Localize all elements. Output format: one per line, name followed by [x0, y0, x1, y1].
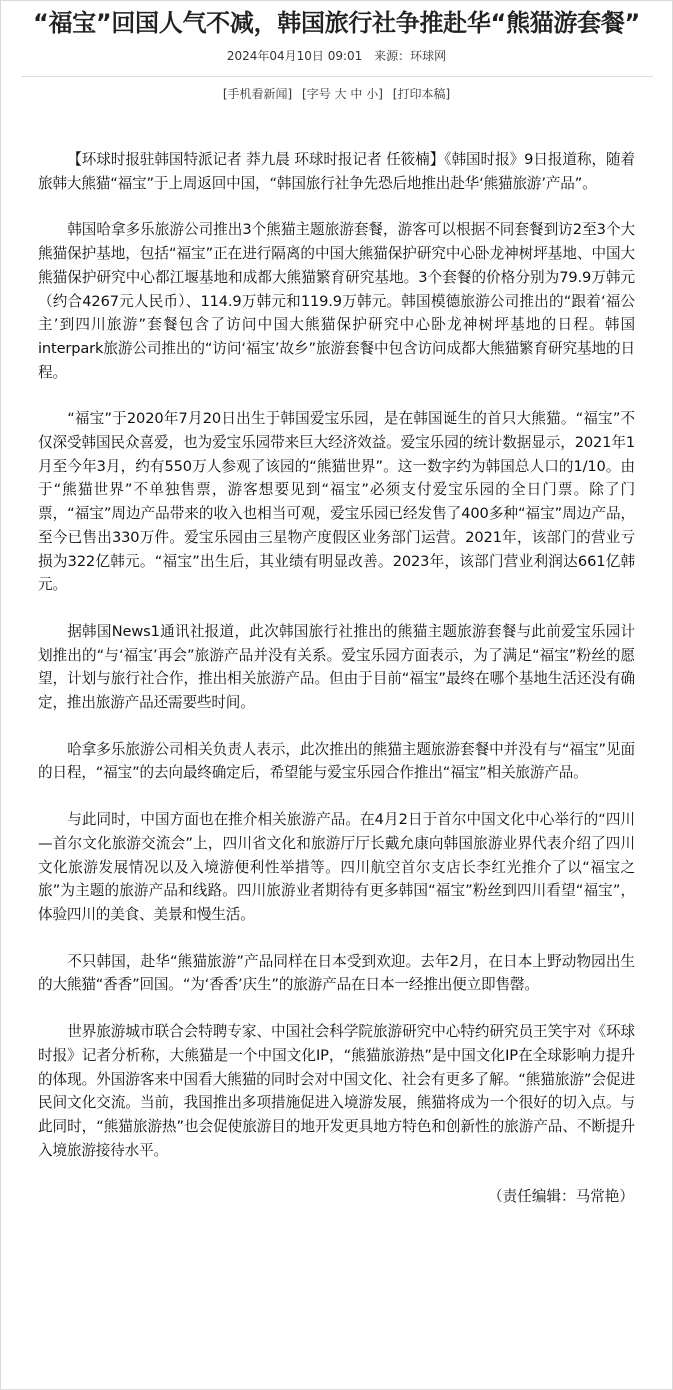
- mobile-news-link[interactable]: [手机看新闻]: [222, 87, 293, 101]
- article-tools: [1, 86, 672, 102]
- paragraph: 韩国哈拿多乐旅游公司推出3个熊猫主题旅游套餐，游客可以根据不同套餐到访2至3个大熊猫保护基地，包括“福宝”正在进行隔离的中国大熊猫保护研究中心卧龙神树坪基地、中国大熊猫保护研究中心都江堰基地和成都大熊猫繁育研究基地。3个套餐的价格分别为79.9万韩元（约合4267元人民币）、114.9万韩元和119.9万韩元。韩国模德旅游公司推出的“跟着‘福公主’到四川旅游”套餐包含了访问中国大熊猫保护研究中心卧龙神树坪基地的日程。韩国interpark旅游公司推出的“访问‘福宝’故乡”旅游套餐中包含访问成都大熊猫繁育研究基地的日程。: [38, 221, 635, 381]
- publish-date: 2024年04月10日 09:01: [226, 49, 363, 63]
- article-source: 来源：环球网: [374, 49, 447, 63]
- paragraph: 哈拿多乐旅游公司相关负责人表示，此次推出的熊猫主题旅游套餐中并没有与“福宝”见面的日程，“福宝”的去向最终确定后，希望能与爱宝乐园合作推出“福宝”相关旅游产品。: [38, 740, 635, 782]
- paragraph: 不只韩国，赴华“熊猫旅游”产品同样在日本受到欢迎。去年2月，在日本上野动物园出生的大熊猫“香香”回国。“为‘香香’庆生”的旅游产品在日本一经推出便立即售罄。: [38, 952, 635, 994]
- font-medium-link[interactable]: 中: [350, 87, 363, 101]
- font-size-label: [字号: [302, 87, 331, 101]
- article-meta: [1, 48, 672, 64]
- responsible-editor: （责任编辑：马常艳）: [488, 1188, 634, 1206]
- font-small-link[interactable]: 小]: [366, 87, 383, 101]
- article-title: “福宝”回国人气不减，韩国旅行社争推赴华“熊猫游套餐”: [33, 9, 640, 37]
- font-large-link[interactable]: 大: [334, 87, 347, 101]
- paragraph: “福宝”于2020年7月20日出生于韩国爱宝乐园，是在韩国诞生的首只大熊猫。“福宝”不仅深受韩国民众喜爱，也为爱宝乐园带来巨大经济效益。爱宝乐园的统计数据显示，2021年1月至今年3月，约有550万人参观了该园的“熊猫世界”。这一数字约为韩国总人口的1/10。由于“熊猫世界”不单独售票，游客想要见到“福宝”必须支付爱宝乐园的全日门票。除了门票，“福宝”周边产品带来的收入也相当可观，爱宝乐园已经发售了400多种“福宝”周边产品，至今已售出330万件。爱宝乐园由三星物产度假区业务部门运营。2021年，该部门的营业亏损为322亿韩元。“福宝”出生后，其业绩有明显改善。2023年，该部门营业利润达661亿韩元。: [38, 410, 635, 594]
- divider: [21, 76, 653, 77]
- paragraph: 据韩国News1通讯社报道，此次韩国旅行社推出的熊猫主题旅游套餐与此前爱宝乐园计划推出的“与‘福宝’再会”旅游产品并没有关系。爱宝乐园方面表示，为了满足“福宝”粉丝的愿望，计划与旅行社合作，推出相关旅游产品。但由于目前“福宝”最终在哪个基地生活还没有确定，推出旅游产品还需要些时间。: [38, 622, 635, 712]
- paragraph: 与此同时，中国方面也在推介相关旅游产品。在4月2日于首尔中国文化中心举行的“四川—首尔文化旅游交流会”上，四川省文化和旅游厅厅长戴允康向韩国旅游业界代表介绍了四川文化旅游发展情况以及入境游便利性举措等。四川航空首尔支店长李红光推介了以“福宝之旅”为主题的旅游产品和线路。四川旅游业者期待有更多韩国“福宝”粉丝到四川看望“福宝”，体验四川的美食、美景和慢生活。: [38, 811, 635, 923]
- paragraph: 世界旅游城市联合会特聘专家、中国社会科学院旅游研究中心特约研究员王笑宇对《环球时报》记者分析称，大熊猫是一个中国文化IP，“熊猫旅游热”是中国文化IP在全球影响力提升的体现。外国游客来中国看大熊猫的同时会对中国文化、社会有更多了解。“熊猫旅游”会促进民间文化交流。当前，我国推出多项措施促进入境游发展，熊猫将成为一个很好的切入点。与此同时，“熊猫旅游热”也会促使旅游目的地开发更具地方特色和创新性的旅游产品、不断提升入境旅游接待水平。: [38, 1023, 635, 1159]
- print-link[interactable]: [打印本稿]: [392, 87, 451, 101]
- article-body: [1, 102, 672, 1162]
- paragraph: 【环球时报驻韩国特派记者 莽九晨 环球时报记者 任筱楠】《韩国时报》9日报道称，随着旅韩大熊猫“福宝”于上周返回中国，“韩国旅行社争先恐后地推出赴华‘熊猫旅游’产品”。: [38, 151, 635, 192]
